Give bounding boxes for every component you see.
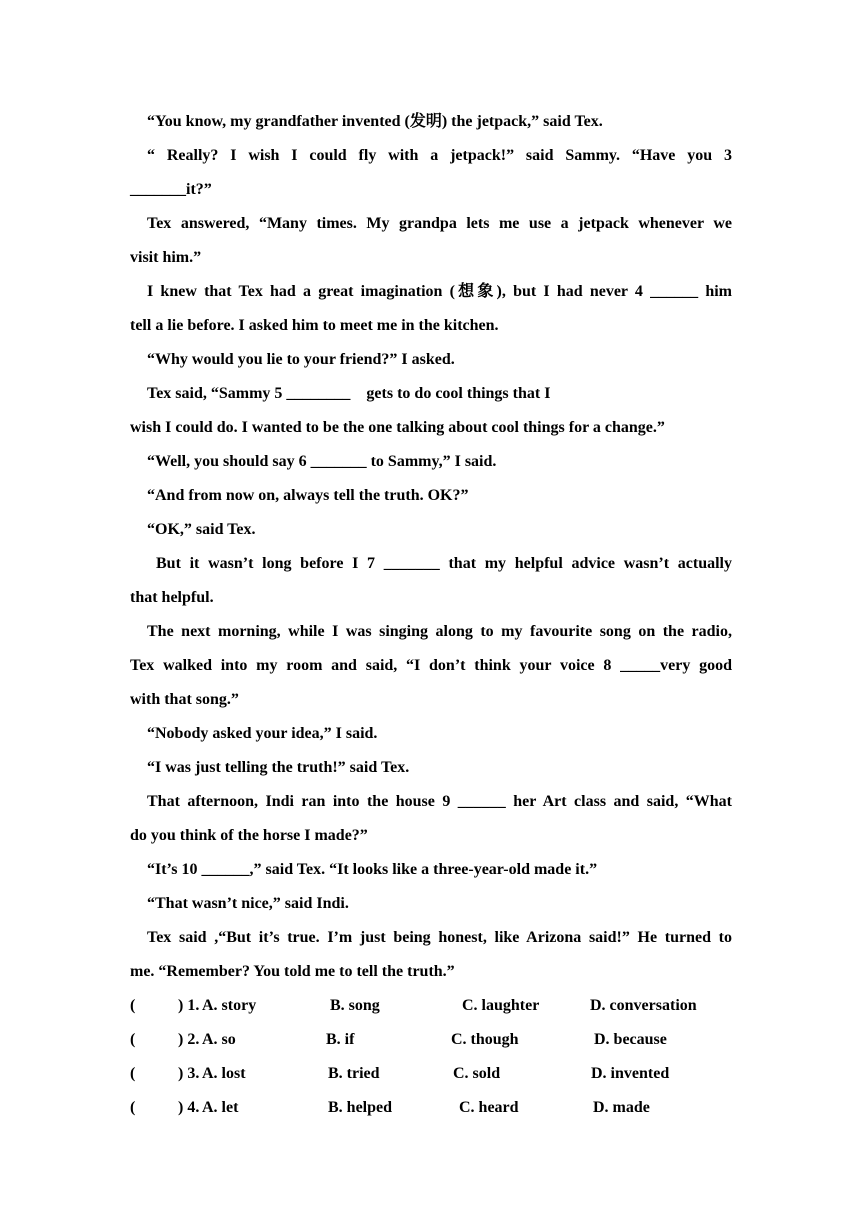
passage-line: But it wasn’t long before I 7 _______ that my helpful advice wasn’t actually bbox=[156, 555, 732, 572]
option-d[interactable]: D. invented bbox=[591, 1065, 670, 1082]
option-d[interactable]: D. conversation bbox=[590, 997, 697, 1014]
passage-line: tell a lie before. I asked him to meet me in the kitchen. bbox=[130, 317, 499, 334]
passage-line: “I was just telling the truth!” said Tex. bbox=[147, 759, 410, 776]
question-number: ) 2. bbox=[178, 1031, 200, 1048]
passage-line: That afternoon, Indi ran into the house 9 ______ her Art class and said, “What bbox=[147, 793, 732, 810]
passage-line: Tex said ,“But it’s true. I’m just being honest, like Arizona said!” He turned to bbox=[147, 929, 732, 946]
passage-line: me. “Remember? You told me to tell the truth.” bbox=[130, 963, 455, 980]
option-b[interactable]: B. song bbox=[330, 997, 380, 1014]
passage-line: Tex walked into my room and said, “I don’t think your voice 8 _____very good bbox=[130, 657, 732, 674]
passage-line: _______it?” bbox=[130, 181, 212, 198]
option-a[interactable]: A. lost bbox=[202, 1065, 246, 1082]
passage-line: do you think of the horse I made?” bbox=[130, 827, 368, 844]
question-number: ) 4. bbox=[178, 1099, 200, 1116]
passage-line: “And from now on, always tell the truth. OK?” bbox=[147, 487, 469, 504]
passage-line: that helpful. bbox=[130, 589, 214, 606]
option-d[interactable]: D. because bbox=[594, 1031, 667, 1048]
passage-line: Tex said, “Sammy 5 ________ gets to do cool things that I bbox=[147, 385, 551, 402]
passage-line: Tex answered, “Many times. My grandpa lets me use a jetpack whenever we bbox=[147, 215, 732, 232]
passage-line: with that song.” bbox=[130, 691, 239, 708]
passage-line: “ Really? I wish I could fly with a jetpack!” said Sammy. “Have you 3 bbox=[147, 147, 732, 164]
option-a[interactable]: A. let bbox=[202, 1099, 239, 1116]
option-b[interactable]: B. tried bbox=[328, 1065, 380, 1082]
option-b[interactable]: B. if bbox=[326, 1031, 355, 1048]
option-a[interactable]: A. so bbox=[202, 1031, 236, 1048]
option-c[interactable]: C. though bbox=[451, 1031, 519, 1048]
passage-line: wish I could do. I wanted to be the one talking about cool things for a change.” bbox=[130, 419, 665, 436]
passage-line: “Well, you should say 6 _______ to Sammy,” I said. bbox=[147, 453, 497, 470]
passage-line: “It’s 10 ______,” said Tex. “It looks like a three-year-old made it.” bbox=[147, 861, 598, 878]
option-c[interactable]: C. sold bbox=[453, 1065, 501, 1082]
question-number: ) 3. bbox=[178, 1065, 200, 1082]
passage-line: “You know, my grandfather invented (发明) the jetpack,” said Tex. bbox=[147, 113, 603, 130]
passage-line: I knew that Tex had a great imagination (想象), but I had never 4 ______ him bbox=[147, 283, 732, 300]
answer-paren-open: ( bbox=[130, 1065, 136, 1082]
passage-line: visit him.” bbox=[130, 249, 202, 266]
option-c[interactable]: C. heard bbox=[459, 1099, 519, 1116]
option-b[interactable]: B. helped bbox=[328, 1099, 393, 1116]
answer-paren-open: ( bbox=[130, 997, 136, 1014]
option-c[interactable]: C. laughter bbox=[462, 997, 540, 1014]
passage-line: “Why would you lie to your friend?” I asked. bbox=[147, 351, 455, 368]
passage-line: “Nobody asked your idea,” I said. bbox=[147, 725, 378, 742]
answer-paren-open: ( bbox=[130, 1099, 136, 1116]
option-d[interactable]: D. made bbox=[593, 1099, 650, 1116]
passage-line: “That wasn’t nice,” said Indi. bbox=[147, 895, 349, 912]
question-number: ) 1. bbox=[178, 997, 200, 1014]
answer-paren-open: ( bbox=[130, 1031, 136, 1048]
option-a[interactable]: A. story bbox=[202, 997, 257, 1014]
passage-line: The next morning, while I was singing along to my favourite song on the radio, bbox=[147, 623, 732, 640]
passage-line: “OK,” said Tex. bbox=[147, 521, 256, 538]
